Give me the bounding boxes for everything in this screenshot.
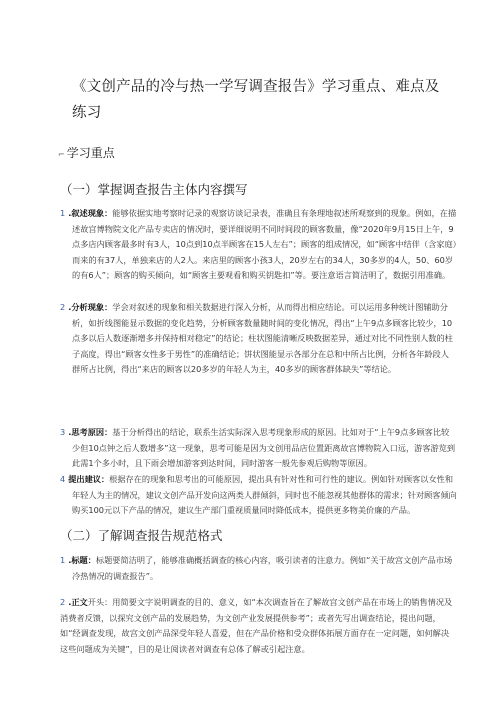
item-text: 基于分析得出的结论，联系生活实际深入思考现象形成的原因。比如对于“上午9点多顾客比较少但10点钟之后人数增多”这一现象，思考可能是因为文创用品店位置距离故宫博物院入口远，游客游览到此需1个多小时，且下雨会增加游客到达时间，同时游客一般先参观后购物等原因。 — [72, 427, 456, 469]
item-number: 3 — [60, 427, 66, 437]
subsection-heading-2: （二）了解调查报告规范格式 — [60, 528, 223, 543]
item-number: 1 — [60, 208, 66, 218]
list-item — [60, 300, 457, 378]
item-term: .分析现象： — [68, 302, 113, 312]
item-text: 能够依据实地考察时记录的观察访谈记录表，准确且有条理地叙述所观察到的现象。例如，在描述故宫博物院文化产品专卖店的情况时，要详细说明不同时间段的顾客数量，像“2020年9月15日上午，9点多店内顾客最多时有3人，10点到10点半顾客在15人左右”；顾客的组成情况，如“顾客中结伴（含家庭）而来的有37人，单独来店的人2人。来店里的顾客小孩3人，20岁左右的34人，30多岁的4人，50、60岁的有6人”；顾客的购买倾向，如“顾客主要观看和购买钥匙扣”等。要注意语言简洁明了，数据引用准确。 — [72, 208, 457, 281]
item-number: 2 — [60, 597, 66, 607]
list-item — [60, 425, 457, 472]
subsection-heading-1: （一）掌握调查报告主体内容撰写 — [60, 182, 248, 197]
bullet-icon: ⌐ — [58, 150, 65, 159]
item-text: 学会对叙述的现象和相关数据进行深入分析，从而得出相应结论。可以运用多种统计图辅助分析，如折线图能显示数据的变化趋势，分析顾客数量随时间的变化情况，得出“上午9点多顾客比较少，10点多以后人数逐渐增多并保持相对稳定”的结论；柱状图能清晰反映数据差异，通过对比不同性别人数的柱子高度，得出“顾客女性多于男性”的准确结论；饼状图能显示各部分在总和中所占比例，分析各年龄段人群所占比例，得出“来店的顾客以20多岁的年轻人为主，40多岁的顾客群体缺失”等结论。 — [72, 302, 453, 375]
list-item — [60, 472, 457, 519]
list-item — [60, 595, 455, 657]
item-term: .叙述现象： — [68, 208, 113, 218]
item-text: 标题要简洁明了，能够准确概括调查的核心内容，吸引读者的注意力。例如“关于故宫文创产品市场冷热情况的调查报告”。 — [72, 555, 453, 581]
section-heading — [58, 144, 115, 161]
list-item — [60, 553, 457, 584]
item-term: 提出建议： — [68, 474, 110, 484]
item-term: .思考原因： — [68, 427, 113, 437]
item-number: 1 — [60, 555, 66, 565]
item-number: 2 — [60, 302, 66, 312]
section-heading-text: 学习重点 — [66, 146, 115, 160]
document-title: 《文创产品的冷与热一学写调查报告》学习重点、难点及练习 — [72, 79, 440, 121]
item-number: 4 — [60, 474, 66, 484]
item-term: .标题： — [68, 555, 96, 565]
item-term: .正文 — [68, 597, 88, 607]
list-item — [60, 206, 457, 284]
item-text: 开头：用简要文字说明调查的目的、意义，如“本次调查旨在了解故宫文创产品在市场上的销售情况及消费者反馈，以探究文创产品的发展趋势，为文创产业发展提供参考”；或者先写出调查结论，提出问题，如“经调查发现，故宫文创产品深受年轻人喜爱，但在产品价格和受众群体拓展方面存在一定问题，如何解决这些问题成为关键”，目的是让阅读者对调查有总体了解或引起注意。 — [60, 597, 453, 654]
item-text: 根据存在的现象和思考出的可能原因，提出具有针对性和可行性的建议。例如针对顾客以女性和年轻人为主的情况，建议文创产品开发向这两类人群倾斜，同时也不能忽视其他群体的需求；针对顾客倾向购买100元以下产品的情况，建议生产部门重视质量同时降低成本，提供更多物美价廉的产品。 — [72, 474, 457, 516]
